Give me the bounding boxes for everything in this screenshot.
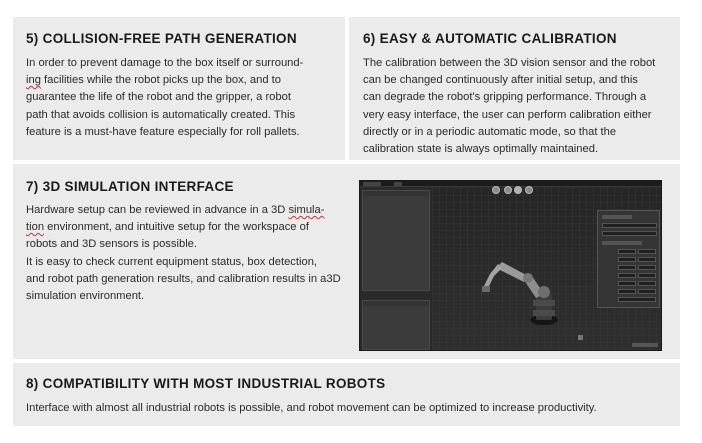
body-text: facilities while the robot picks up the box, and to: [40, 74, 281, 87]
section-title: 6) EASY & AUTOMATIC CALIBRATION: [363, 31, 617, 46]
sim-setting-field[interactable]: [638, 273, 656, 278]
sim-zoom-icon[interactable]: [525, 186, 533, 194]
section-easy-calibration: [349, 17, 680, 160]
section-title: 8) COMPATIBILITY WITH MOST INDUSTRIAL ROBOTS: [26, 376, 386, 391]
simulation-screenshot: [359, 180, 662, 351]
section-compatibility: [13, 363, 680, 426]
body-text: Hardware setup can be reviewed in advance in a 3D: [26, 204, 289, 216]
sim-setting-field[interactable]: [602, 231, 657, 236]
sim-setting-field[interactable]: [638, 249, 656, 254]
body-line: can degrade the robot's gripping performance. Through a: [363, 91, 647, 104]
sim-tab: [363, 182, 381, 186]
sim-settings-panel: [597, 210, 660, 308]
sim-setting-field[interactable]: [638, 281, 656, 286]
body-line: feature is a must-have feature especially for roll pallets.: [26, 125, 300, 138]
sim-setting-field[interactable]: [618, 289, 636, 294]
sim-tab: [394, 182, 402, 186]
sim-setting-field[interactable]: [618, 297, 656, 302]
sim-rotate-icon[interactable]: [504, 186, 512, 194]
sim-setting-field[interactable]: [618, 249, 636, 254]
sim-setting-field[interactable]: [638, 289, 656, 294]
body-line: and robot path generation results, and calibration results in a3D: [26, 272, 341, 285]
body-line: The calibration between the 3D vision sensor and the robot: [363, 57, 656, 69]
body-line: can be changed continuously after initial setup, and this: [363, 74, 638, 87]
body-line: path that avoids collision is automatically created. This: [26, 108, 296, 121]
sim-setting-field[interactable]: [618, 273, 636, 278]
section-collision-free-path: [13, 17, 345, 160]
sim-status-bar: [632, 343, 658, 347]
section-body: [363, 55, 678, 158]
section-title: 7) 3D SIMULATION INTERFACE: [26, 179, 234, 194]
sim-home-icon[interactable]: [514, 186, 522, 194]
sim-setting-field[interactable]: [618, 265, 636, 270]
body-line: It is easy to check current equipment status, box detection,: [26, 255, 318, 268]
sim-setting-field[interactable]: [618, 281, 636, 286]
robot-gripper: [482, 286, 490, 292]
section-title: 5) COLLISION-FREE PATH GENERATION: [26, 31, 297, 46]
body-line: very easy interface, the user can perform calibration either: [363, 108, 652, 121]
misspelled-word: ing: [26, 74, 41, 87]
sim-setting-field[interactable]: [618, 257, 636, 262]
body-line: [26, 202, 361, 219]
body-line: simulation environment.: [26, 290, 145, 303]
misspelled-word: simula-: [288, 204, 325, 216]
sim-left-panel-top: [362, 190, 430, 291]
section-body: Interface with almost all industrial robots is possible, and robot movement can be optimized to increase productivity.: [26, 402, 597, 414]
body-line: guarantee the life of the robot and the gripper, a robot: [26, 91, 291, 104]
body-text: environment, and intuitive setup for the workspace of: [44, 221, 309, 234]
sim-setting-field[interactable]: [638, 257, 656, 262]
section-body: [26, 55, 341, 141]
sim-setting-field[interactable]: [602, 223, 657, 228]
sim-setting-field[interactable]: [638, 265, 656, 270]
misspelled-word: tion: [26, 221, 45, 234]
body-line: calibration state is always optimally maintained.: [363, 143, 599, 156]
body-line: In order to prevent damage to the box itself or surround-: [26, 57, 304, 69]
body-line: [26, 72, 341, 89]
sim-left-panel-bottom: [362, 300, 430, 350]
section-body: [26, 202, 361, 305]
sim-view-icon[interactable]: [492, 186, 500, 194]
body-line: directly or in a periodic automatic mode, so that the: [363, 125, 617, 138]
body-line: robots and 3D sensors is possible.: [26, 238, 198, 251]
body-line: [26, 219, 361, 236]
